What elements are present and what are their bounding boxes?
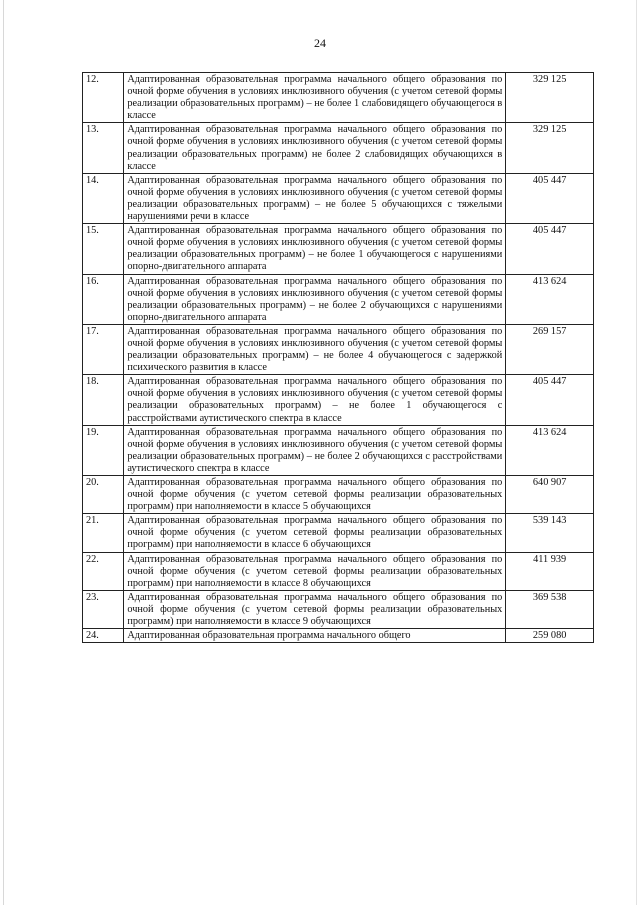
row-value: 405 447 — [506, 173, 594, 223]
row-description: Адаптированная образовательная программа начального общего образования по очной форме обучения в условиях инклюзивного обучения (с учетом сетевой формы реализации образовательных программ) – не более 2 обучающихся с расстройствами аутистического спектра в классе — [124, 425, 506, 475]
row-description: Адаптированная образовательная программа начального общего образования по очной форме обучения (с учетом сетевой формы реализации образовательных программ) при наполняемости в классе 6 обучающихся — [124, 514, 506, 552]
row-number: 23. — [83, 590, 124, 628]
table-row — [83, 476, 594, 514]
row-number: 13. — [83, 123, 124, 173]
row-description: Адаптированная образовательная программа начального общего образования по очной форме обучения в условиях инклюзивного обучения (с учетом сетевой формы реализации образовательных программ) – не более 1 обучающегося с расстройствами аутистического спектра в классе — [124, 375, 506, 425]
table-row — [83, 375, 594, 425]
row-number: 15. — [83, 224, 124, 274]
table-row — [83, 274, 594, 324]
row-number: 24. — [83, 629, 124, 643]
row-value: 413 624 — [506, 425, 594, 475]
row-description: Адаптированная образовательная программа начального общего образования по очной форме обучения в условиях инклюзивного обучения (с учетом сетевой формы реализации образовательных программ) не более 2 слабовидящих обучающихся в классе — [124, 123, 506, 173]
table-row — [83, 173, 594, 223]
row-value: 413 624 — [506, 274, 594, 324]
row-value: 411 939 — [506, 552, 594, 590]
row-number: 14. — [83, 173, 124, 223]
table-row — [83, 514, 594, 552]
table-row — [83, 425, 594, 475]
row-number: 22. — [83, 552, 124, 590]
row-value: 539 143 — [506, 514, 594, 552]
row-number: 21. — [83, 514, 124, 552]
scan-edge-left — [3, 0, 4, 905]
cost-table — [82, 72, 594, 643]
table-row — [83, 590, 594, 628]
row-number: 12. — [83, 73, 124, 123]
row-value: 405 447 — [506, 224, 594, 274]
row-value: 405 447 — [506, 375, 594, 425]
row-value: 640 907 — [506, 476, 594, 514]
row-description: Адаптированная образовательная программа начального общего образования по очной форме обучения в условиях инклюзивного обучения (с учетом сетевой формы реализации образовательных программ) – не более 4 обучающегося с задержкой психического развития в классе — [124, 324, 506, 374]
row-description: Адаптированная образовательная программа начального общего образования по очной форме обучения в условиях инклюзивного обучения (с учетом сетевой формы реализации образовательных программ) – не более 1 слабовидящего обучающегося в классе — [124, 73, 506, 123]
row-value: 369 538 — [506, 590, 594, 628]
row-value: 259 080 — [506, 629, 594, 643]
table-row — [83, 552, 594, 590]
scan-edge-right — [636, 0, 637, 905]
row-description: Адаптированная образовательная программа начального общего образования по очной форме обучения (с учетом сетевой формы реализации образовательных программ) при наполняемости в классе 9 обучающихся — [124, 590, 506, 628]
row-number: 17. — [83, 324, 124, 374]
row-description: Адаптированная образовательная программа начального общего образования по очной форме обучения (с учетом сетевой формы реализации образовательных программ) при наполняемости в классе 5 обучающихся — [124, 476, 506, 514]
row-number: 18. — [83, 375, 124, 425]
row-value: 329 125 — [506, 123, 594, 173]
table-row — [83, 73, 594, 123]
row-description: Адаптированная образовательная программа начального общего образования по очной форме обучения в условиях инклюзивного обучения (с учетом сетевой формы реализации образовательных программ) – не более 5 обучающихся с тяжелыми нарушениями речи в классе — [124, 173, 506, 223]
row-description: Адаптированная образовательная программа начального общего — [124, 629, 506, 643]
row-description: Адаптированная образовательная программа начального общего образования по очной форме обучения в условиях инклюзивного обучения (с учетом сетевой формы реализации образовательных программ) – не более 1 обучающегося с нарушениями опорно-двигательного аппарата — [124, 224, 506, 274]
row-number: 20. — [83, 476, 124, 514]
table-row — [83, 224, 594, 274]
row-description: Адаптированная образовательная программа начального общего образования по очной форме обучения в условиях инклюзивного обучения (с учетом сетевой формы реализации образовательных программ) – не более 2 обучающихся с нарушениями опорно-двигательного аппарата — [124, 274, 506, 324]
table-row — [83, 629, 594, 643]
row-description: Адаптированная образовательная программа начального общего образования по очной форме обучения (с учетом сетевой формы реализации образовательных программ) при наполняемости в классе 8 обучающихся — [124, 552, 506, 590]
row-number: 19. — [83, 425, 124, 475]
table-row — [83, 324, 594, 374]
table-row — [83, 123, 594, 173]
page-number: 24 — [314, 36, 326, 50]
row-number: 16. — [83, 274, 124, 324]
row-value: 329 125 — [506, 73, 594, 123]
row-value: 269 157 — [506, 324, 594, 374]
